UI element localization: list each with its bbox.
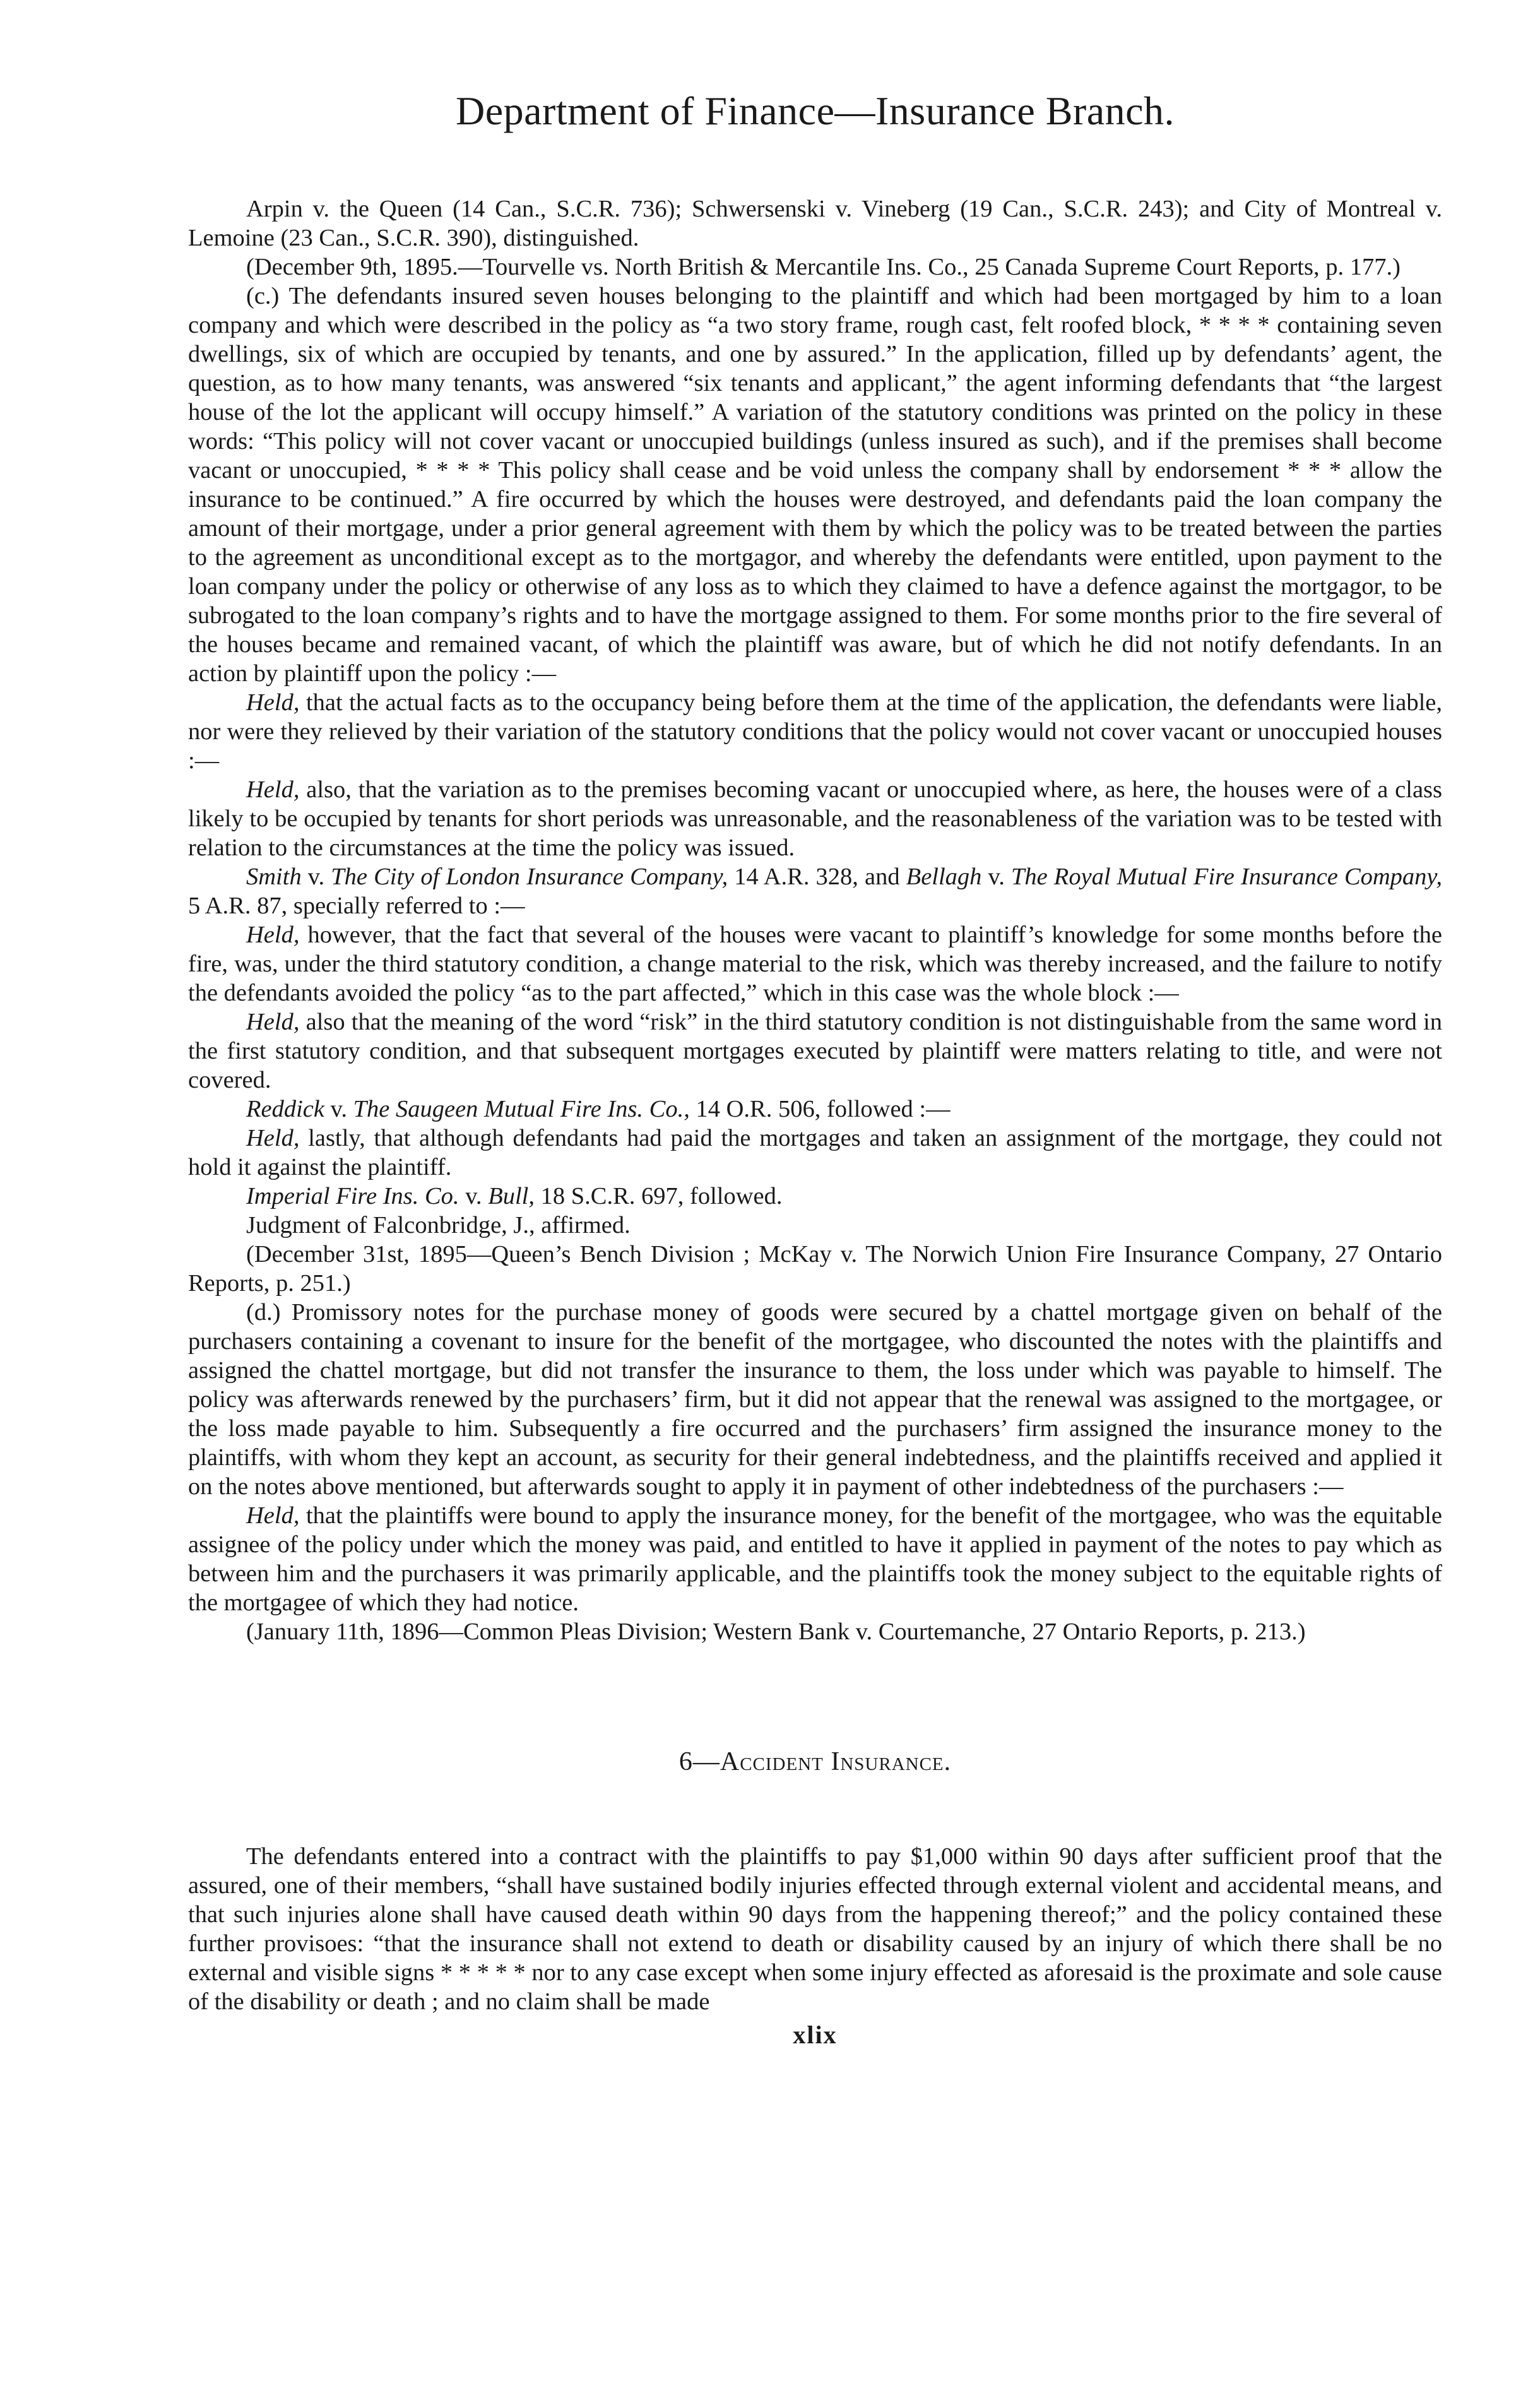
case-c-held-2 [188, 775, 1442, 862]
reference-text: 5 A.R. 87, specially referred to :— [188, 893, 525, 919]
case-d-citation: (January 11th, 1896—Common Pleas Division; Western Bank v. Courtemanche, 27 Ontario Reports, p. 213.) [246, 1618, 1306, 1645]
held-text: however, that the fact that several of the houses were vacant to plaintiff’s knowledge for some months before the fire, was, under the third statutory condition, a change material to the risk, which was thereby increased, and the failure to notify the defendants avoided the policy “as to the part affected,” which in this case was the whole block :— [188, 922, 1442, 1006]
case-d-facts: (d.) Promissory notes for the purchase money of goods were secured by a chattel mortgage given on behalf of the purchasers containing a covenant to insure for the benefit of the mortgagee, who discounted the notes with the plaintiffs and assigned the chattel mortgage, but did not transfer the insurance to them, the loss under which was payable to himself. The policy was afterwards renewed by the purchasers’ firm, but it did not appear that the renewal was assigned to the mortgagee, or the loss made payable to him. Subsequently a fire occurred and the purchasers’ firm assigned the insurance money to the plaintiffs, with whom they kept an account, as security for their general indebtedness, and the plaintiffs received and applied it on the notes above mentioned, but afterwards sought to apply it in payment of other indebtedness of the purchasers :— [188, 1299, 1442, 1500]
held-text: that the actual facts as to the occupancy being before them at the time of the application, the defendants were liable, nor were they relieved by their variation of the statutory conditions that the policy would not cover vacant or unoccupied houses :— [188, 689, 1442, 774]
case-name: The Royal Mutual Fire Insurance Company, [1010, 864, 1443, 890]
case-name: Reddick [246, 1096, 324, 1122]
case-name: Imperial Fire Ins. Co. [246, 1183, 459, 1209]
versus: v. [301, 864, 331, 890]
case-name: Bellagh [906, 864, 982, 890]
reference-text: 14 A.R. 328, and [728, 864, 906, 890]
held-text: also that the meaning of the word “risk” in the third statutory condition is not distinguishable from the same word in the first statutory condition, and that subsequent mortgages executed by plaintiff were matters relating to title, and were not covered. [188, 1009, 1442, 1093]
page-title: Department of Finance—Insurance Branch. [455, 88, 1175, 133]
case-c-citation-end: (December 31st, 1895—Queen’s Bench Division ; McKay v. The Norwich Union Fire Insurance Company, 27 Ontario Reports, p. 251.) [188, 1241, 1442, 1297]
case-c-held-5 [188, 1124, 1442, 1182]
held-word: Held, [246, 1502, 300, 1529]
body-text [188, 194, 1442, 1646]
held-word: Held, [246, 689, 300, 716]
case-c-reference-1 [188, 862, 1442, 920]
case-c-reference-3 [188, 1182, 1442, 1211]
reference-text: 18 S.C.R. 697, followed. [534, 1183, 783, 1209]
case-c-held-3 [188, 920, 1442, 1007]
case-c-held-1 [188, 688, 1442, 775]
held-word: Held, [246, 776, 300, 803]
case-name: Smith [246, 864, 302, 890]
versus: v. [324, 1096, 353, 1122]
case-c-citations-2: (December 9th, 1895.—Tourvelle vs. North British & Mercantile Ins. Co., 25 Canada Supreme Court Reports, p. 177.) [246, 254, 1401, 280]
held-word: Held, [246, 1125, 300, 1151]
case-c-judgment: Judgment of Falconbridge, J., affirmed. [246, 1212, 631, 1238]
page-number: xlix [793, 2021, 838, 2049]
case-name: The City of London Insurance Company, [331, 864, 728, 890]
versus: v. [459, 1183, 489, 1209]
case-d-held [188, 1501, 1442, 1617]
reference-text: 14 O.R. 506, followed :— [689, 1096, 951, 1122]
held-text: also, that the variation as to the premises becoming vacant or unoccupied where, as here, the houses were of a class likely to be occupied by tenants for short periods was unreasonable, and the reasonableness of the variation was to be tested with relation to the circumstances at the time the policy was issued. [188, 776, 1442, 861]
held-word: Held, [246, 1009, 300, 1035]
held-word: Held, [246, 922, 300, 948]
accident-paragraph: The defendants entered into a contract with the plaintiffs to pay $1,000 within 90 days after sufficient proof that the assured, one of their members, “shall have sustained bodily injuries effected through external violent and accidental means, and that such injuries alone shall have caused death within 90 days from the happening thereof;” and the policy contained these further provisoes: “that the insurance shall not extend to death or disability caused by an injury of which there shall be no external and visible signs * * * * * nor to any case except when some injury effected as aforesaid is the proximate and sole cause of the disability or death ; and no claim shall be made [188, 1843, 1442, 2015]
held-text: lastly, that although defendants had paid the mortgages and taken an assignment of the mortgage, they could not hold it against the plaintiff. [188, 1125, 1442, 1180]
case-c-reference-2 [188, 1095, 1442, 1124]
held-text: that the plaintiffs were bound to apply the insurance money, for the benefit of the mortgagee, who was the equitable assignee of the policy under which the money was paid, and entitled to have it applied in payment of the notes to pay which as between him and the purchasers it was primarily applicable, and the plaintiffs took the money subject to the equitable rights of the mortgagee of which they had notice. [188, 1502, 1442, 1616]
case-c-held-4 [188, 1007, 1442, 1095]
case-name: Bull, [488, 1183, 535, 1209]
section-heading: 6—Accident Insurance. [678, 1747, 952, 1776]
case-c-citations-1: Arpin v. the Queen (14 Can., S.C.R. 736); Schwersenski v. Vineberg (19 Can., S.C.R. 243); and City of Montreal v. Lemoine (23 Can., S.C.R. 390), distinguished. [188, 196, 1442, 251]
case-c-facts: (c.) The defendants insured seven houses belonging to the plaintiff and which had been mortgaged by him to a loan company and which were described in the policy as “a two story frame, rough cast, felt roofed block, * * * * containing seven dwellings, six of which are occupied by tenants, and one by assured.” In the application, filled up by defendants’ agent, the question, as to how many tenants, was answered “six tenants and applicant,” the agent informing defendants that “the largest house of the lot the applicant will occupy himself.” A variation of the statutory conditions was printed on the policy in these words: “This policy will not cover vacant or unoccupied buildings (unless insured as such), and if the premises shall become vacant or unoccupied, * * * * This policy shall cease and be void unless the company shall by endorsement * * * allow the insurance to be continued.” A fire occurred by which the houses were destroyed, and defendants paid the loan company the amount of their mortgage, under a prior general agreement with them by which the policy was to be treated between the parties to the agreement as unconditional except as to the mortgagor, and whereby the defendants were entitled, upon payment to the loan company under the policy or otherwise of any loss as to which they claimed to have a defence against the mortgagor, to be subrogated to the loan company’s rights and to have the mortgage assigned to them. For some months prior to the fire several of the houses became and remained vacant, of which the plaintiff was aware, but of which he did not notify defendants. In an action by plaintiff upon the policy :— [188, 283, 1442, 687]
accident-body [188, 1842, 1442, 2016]
versus: v. [981, 864, 1011, 890]
case-name: The Saugeen Mutual Fire Ins. Co., [353, 1096, 690, 1122]
